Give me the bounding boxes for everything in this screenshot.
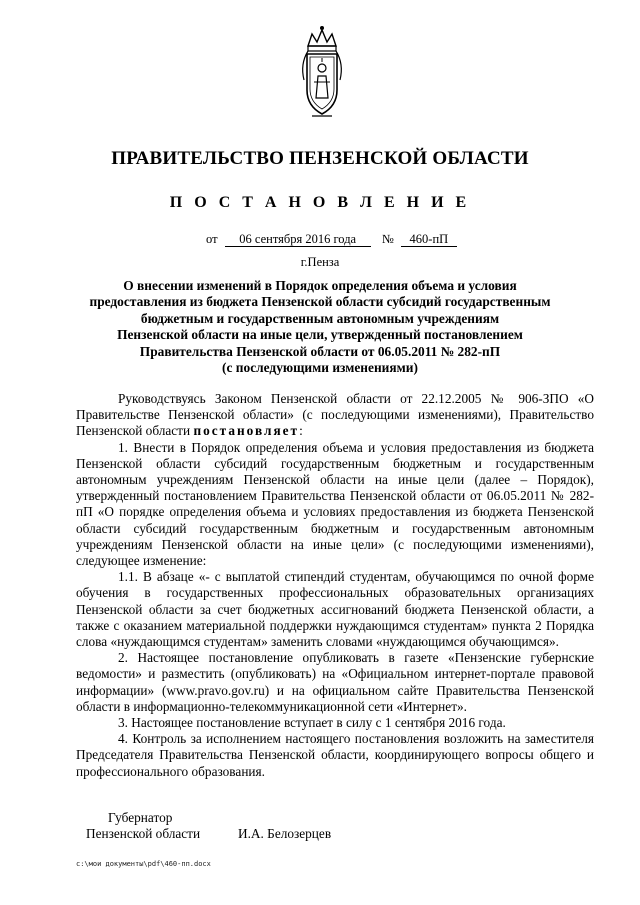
coat-of-arms-emblem [298, 24, 346, 122]
heading-line: предоставления из бюджета Пензенской области субсидий государственным [89, 294, 551, 310]
signatory-name: И.А. Белозерцев [238, 826, 332, 841]
preamble-text: Руководствуясь Законом Пензенской области от 22.12.2005 № 906-ЗПО «О Правительстве Пензенской области» (с последующими изменениями), Правительство Пензенской области [76, 391, 594, 439]
paragraph-3: 3. Настоящее постановление вступает в силу с 1 сентября 2016 года. [118, 715, 506, 731]
document-date: 06 сентября 2016 года [225, 233, 371, 247]
signature-block [86, 810, 332, 842]
government-title: ПРАВИТЕЛЬСТВО ПЕНЗЕНСКОЙ ОБЛАСТИ [111, 148, 529, 169]
paragraph-2: 2. Настоящее постановление опубликовать в газете «Пензенские губернские ведомости» и разместить (опубликовать) на «Официальном интернет-портале правовой информации» (www.pravo.gov.ru) и на официальном сайте Правительства Пензенской области в информационно-телекоммуникационной сети «Интернет». [76, 650, 594, 714]
document-number: 460-пП [401, 233, 457, 247]
heading-line: Правительства Пензенской области от 06.05.2011 № 282-пП [139, 343, 501, 359]
paragraph-1-1: 1.1. В абзаце «- с выплатой стипендий студентам, обучающимся по очной форме обучения в государственных профессиональных образовательных организациях Пензенской области за счет бюджетных ассигнований бюджета Пензенской области, а также с оказанием материальной поддержки нуждающимся студентам» пункта 2 Порядка слова «нуждающимся студентам» заменить словами «нуждающимся обучающимся». [76, 569, 594, 650]
paragraph-1: 1. Внести в Порядок определения объема и условия предоставления из бюджета Пензенской области субсидий государственным бюджетным и государственным автономным учреждениям Пензенской области на иные цели (далее – Порядок), утвержденный постановлением Правительства Пензенской области от 06.05.2011 № 282-пП «О порядке определения объема и условиях предоставления из бюджета Пензенской области субсидий государственным бюджетным и государственным автономным учреждениям Пензенской области на иные цели» (с последующими изменениями), следующее изменение: [76, 439, 594, 569]
number-prefix: № [381, 232, 394, 246]
heading-line: бюджетным и государственным автономным учреждениям [140, 310, 500, 326]
preamble-colon: : [299, 423, 303, 439]
preamble-paragraph [76, 391, 594, 440]
document-body [76, 391, 594, 780]
date-number-line [206, 232, 457, 247]
file-path-footer: c:\мои документы\pdf\460-пп.docx [76, 860, 211, 868]
document-type: П О С Т А Н О В Л Е Н И Е [169, 194, 471, 211]
date-prefix: от [206, 232, 218, 246]
document-heading [70, 278, 570, 376]
paragraph-4: 4. Контроль за исполнением настоящего постановления возложить на заместителя Председателя Правительства Пензенской области, координирующего вопросы общего и профессионального образования. [76, 731, 594, 779]
heading-line: Пензенской области на иные цели, утвержденный постановлением [117, 327, 523, 343]
heading-line: О внесении изменений в Порядок определения объема и условия [123, 278, 517, 293]
action-word: постановляет [193, 423, 300, 439]
signatory-title: Губернатор [108, 810, 173, 825]
signatory-region: Пензенской области [86, 826, 201, 842]
heading-line: (с последующими изменениями) [222, 360, 418, 376]
city: г.Пенза [300, 255, 340, 269]
